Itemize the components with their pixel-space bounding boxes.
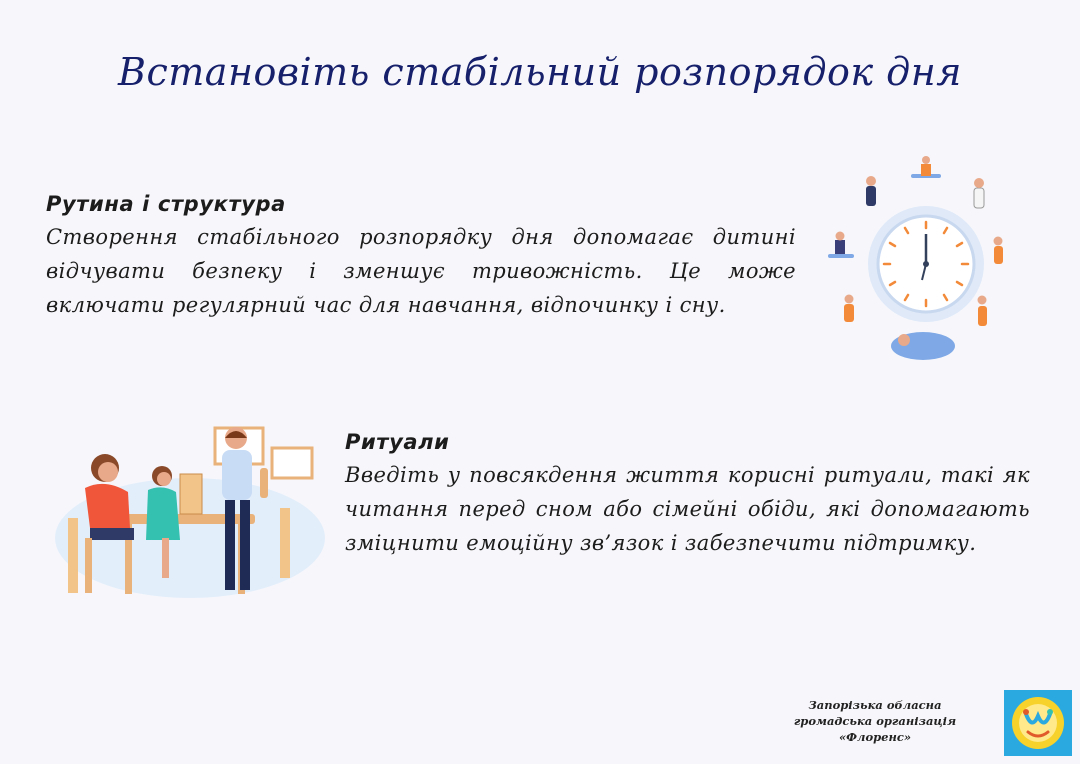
section-routine-heading: Рутина і структура — [46, 192, 286, 216]
section-routine — [46, 192, 796, 322]
organization-line-3: «Флоренс» — [838, 730, 912, 744]
family-playing-game-icon — [50, 418, 330, 603]
organization-line-2: громадська організація — [793, 714, 957, 728]
organization-logo-icon — [1004, 690, 1072, 756]
daily-routine-clock-icon — [818, 156, 1004, 376]
section-rituals-text: Введіть у повсякдення життя корисні ритуали, такі як читання перед сном або сімейні обіди, які допомагають зміцнити емоційну зв’язок і забезпечити підтримку. — [345, 463, 1030, 555]
organization-name — [770, 697, 980, 745]
section-routine-text: Створення стабільного розпорядку дня допомагає дитині відчувати безпеку і зменшує тривожність. Це може включати регулярний час для навчання, відпочинку і сну. — [46, 225, 796, 317]
page-title: Встановіть стабільний розпорядок дня — [118, 50, 962, 94]
section-rituals-heading: Ритуали — [345, 430, 450, 454]
section-rituals — [345, 430, 1030, 560]
organization-line-1: Запорізька обласна — [808, 698, 942, 712]
